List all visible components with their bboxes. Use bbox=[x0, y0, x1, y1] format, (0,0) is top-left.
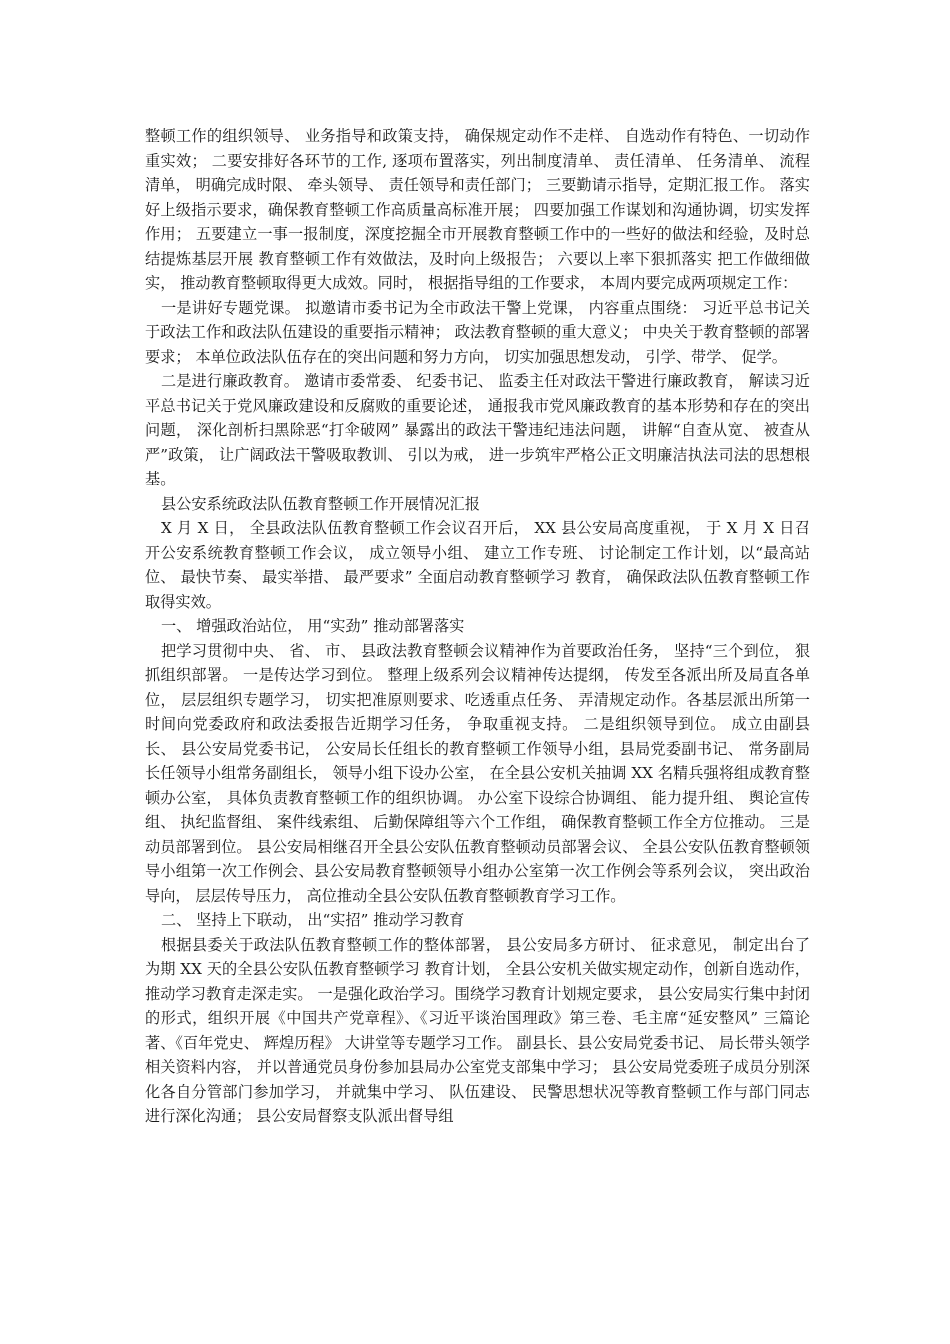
body-paragraph-1: 整顿工作的组织领导、 业务指导和政策支持， 确保规定动作不走样、 自选动作有特色、一切动作重实效； 二要安排好各环节的工作, 逐项布置落实，列出制度清单、 责任清单、 任务清单、 流程清单， 明确完成时限、 牵头领导、 责任领导和责任部门； 三要勤请示指导，定期汇报工作。 落实好上级指示要求，确保教育整顿工作高质量高标准开展； 四要加强工作谋划和沟通协调，切实发挥作用； 五要建立一事一报制度，深度挖掘全市开展教育整顿工作中的一些好的做法和经验，及时总结提炼基层开展 教育整顿工作有效做法，及时向上级报告； 六要以上率下狠抓落实 把工作做细做实， 推动教育整顿取得更大成效。同时， 根据指导组的工作要求， 本周内要完成两项规定工作： bbox=[145, 127, 810, 292]
body-paragraph-4: X 月 X 日， 全县政法队伍教育整顿工作会议召开后， XX 县公安局高度重视， 于 X 月 X 日召开公安系统教育整顿工作会议， 成立领导小组、 建立工作专班、 讨论制定工作计划，以“最高站位、 最快节奏、 最实举措、 最严要求” 全面启动教育整顿学习 教育， 确保政法队伍教育整顿工作取得实效。 bbox=[145, 519, 810, 611]
body-paragraph-5: 把学习贯彻中央、 省、 市、 县政法教育整顿会议精神作为首要政治任务， 坚持“三个到位， 狠抓组织部署。 一是传达学习到位。 整理上级系列会议精神传达提纲， 传发至各派出所及局直各单位， 层层组织专题学习， 切实把准原则要求、吃透重点任务、 弄清规定动作。各基层派出所第一时间向党委政府和政法委报告近期学习任务， 争取重视支持。 二是组织领导到位。 成立由副县长、 县公安局党委书记， 公安局长任组长的教育整顿工作领导小组，县局党委副书记、 常务副局长任领导小组常务副组长， 领导小组下设办公室， 在全县公安机关抽调 XX 名精兵强将组成教育整顿办公室， 具体负责教育整顿工作的组织协调。 办公室下设综合协调组、 能力提升组、 舆论宣传组、 执纪监督组、 案件线索组、 后勤保障组等六个工作组， 确保教育整顿工作全方位推动。 三是动员部署到位。 县公安局相继召开全县公安队伍教育整顿动员部署会议、 全县公安队伍教育整顿领导小组第一次工作例会、县公安局教育整顿领导小组办公室第一次工作例会等系列会议， 突出政治导向， 层层传导压力， 高位推动全县公安队伍教育整顿教育学习工作。 bbox=[145, 641, 810, 905]
document-page bbox=[145, 124, 810, 1129]
section-heading-1: 一、 增强政治站位， 用“实劲” 推动部署落实 bbox=[160, 617, 465, 635]
body-paragraph-6: 根据县委关于政法队伍教育整顿工作的整体部署， 县公安局多方研讨、 征求意见， 制定出台了 为期 XX 天的全县公安队伍教育整顿学习 教育计划， 全县公安机关做实规定动作，创新自选动作， 推动学习教育走深走实。 一是强化政治学习。围绕学习教育计划规定要求， 县公安局实行集中封闭的形式，组织开展《中国共产党章程》、《习近平谈治国理政》第三卷、毛主席“延安整风” 三篇论著、《百年党史、 辉煌历程》 大讲堂等专题学习工作。 副县长、县公安局党委书记、 局长带头领学相关资料内容， 并以普通党员身份参加县局办公室党支部集中学习； 县公安局党委班子成员分别深化各自分管部门参加学习， 并就集中学习、 队伍建设、 民警思想状况等教育整顿工作与部门同志进行深化沟通； 县公安局督察支队派出督导组 bbox=[145, 935, 810, 1125]
body-paragraph-3: 二是进行廉政教育。 邀请市委常委、 纪委书记、 监委主任对政法干警进行廉政教育， 解读习近平总书记关于党风廉政建设和反腐败的重要论述， 通报我市党风廉政教育的基本形势和存在的突出问题， 深化剖析扫黑除恶“打伞破网” 暴露出的政法干警违纪违法问题， 讲解“自查从宽、 被查从严”政策， 让广阔政法干警吸取教训、 引以为戒， 进一步筑牢严格公正文明廉洁执法司法的思想根基。 bbox=[145, 372, 810, 488]
report-title: 县公安系统政法队伍教育整顿工作开展情况汇报 bbox=[160, 494, 480, 513]
body-paragraph-2: 一是讲好专题党课。 拟邀请市委书记为全市政法干警上党课， 内容重点围绕： 习近平总书记关于政法工作和政法队伍建设的重要指示精神； 政法教育整顿的重大意义； 中央关于教育整顿的部署要求； 本单位政法队伍存在的突出问题和努力方向， 切实加强思想发动， 引学、带学、 促学。 bbox=[145, 298, 810, 366]
section-heading-2: 二、 坚持上下联动， 出“实招” 推动学习教育 bbox=[160, 911, 465, 929]
